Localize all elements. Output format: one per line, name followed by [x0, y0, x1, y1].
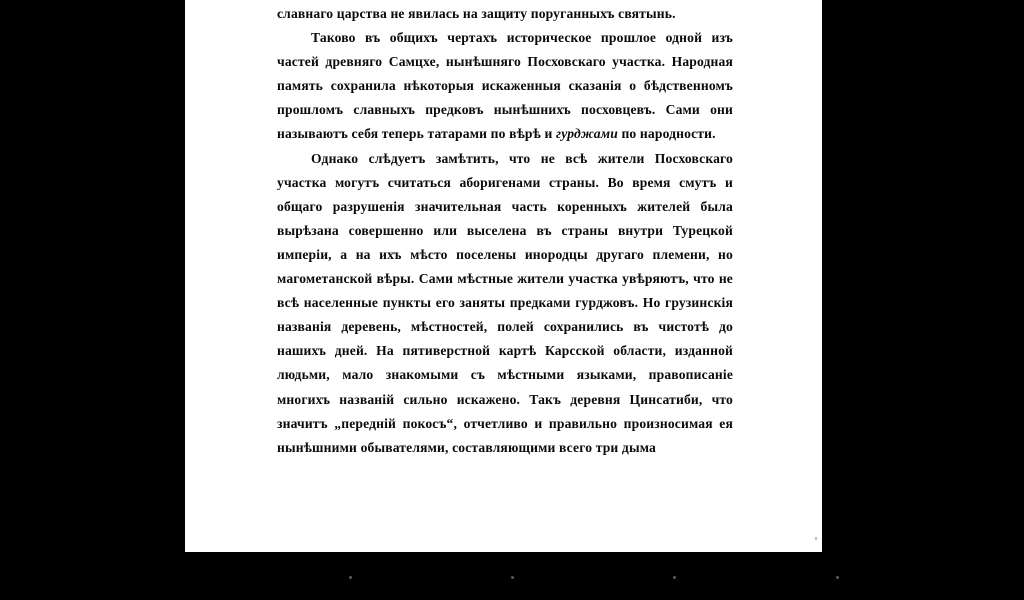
bottom-bar-dot-3 — [673, 576, 676, 579]
paragraph-1 — [277, 2, 733, 26]
paragraph-2-text-after: по народности. — [617, 126, 716, 142]
page-text-column — [277, 2, 733, 460]
bottom-bar-dot-4 — [836, 576, 839, 579]
paragraph-1-text: славнаго царства не явилась на защиту поруганныхъ святынь. — [277, 6, 676, 21]
bottom-bar-dot-2 — [511, 576, 514, 579]
scan-artifact-speck — [815, 537, 817, 540]
paragraph-2 — [277, 26, 733, 146]
paragraph-3-text: Однако слѣдуетъ замѣтить, что не всѣ жители Посховскаго участка могутъ считаться аборигенами страны. Во время смутъ и общаго разрушенія значительная часть коренныхъ жителей была вырѣзана совершенно или выселена въ страны внутри Турецкой имперіи, а на ихъ мѣсто поселены инородцы другаго племени, но магометанской вѣры. Сами мѣстные жители участка увѣряютъ, что не всѣ населенные пункты его заняты предками гурджовъ. Но грузинскія названія деревень, мѣстностей, полей сохранились въ чистотѣ до нашихъ дней. На пятиверстной картѣ Карсской области, изданной людьми, мало знакомыми съ мѣстными языками, правописаніе многихъ названій сильно искажено. Такъ деревня Цинсатиби, что значитъ „передній покосъ“, отчетливо и правильно произносимая ея нынѣшними обывателями, составляющими всего три дыма — [277, 150, 733, 455]
bottom-letterbox-bar — [0, 552, 1024, 600]
scanned-page — [185, 0, 822, 552]
paragraph-2-text: Таково въ общихъ чертахъ историческое прошлое одной изъ частей древняго Самцхе, нынѣшняго Посховскаго участка. Народная память сохранила нѣкоторыя искаженныя сказанія о бѣдственномъ прошломъ славныхъ предковъ нынѣшнихъ посховцевъ. Сами они называютъ себя теперь татарами по вѣрѣ и — [277, 30, 733, 142]
paragraph-3 — [277, 147, 733, 460]
paragraph-2-italic-term: гурджами — [556, 126, 618, 142]
bottom-bar-dot-1 — [349, 576, 352, 579]
